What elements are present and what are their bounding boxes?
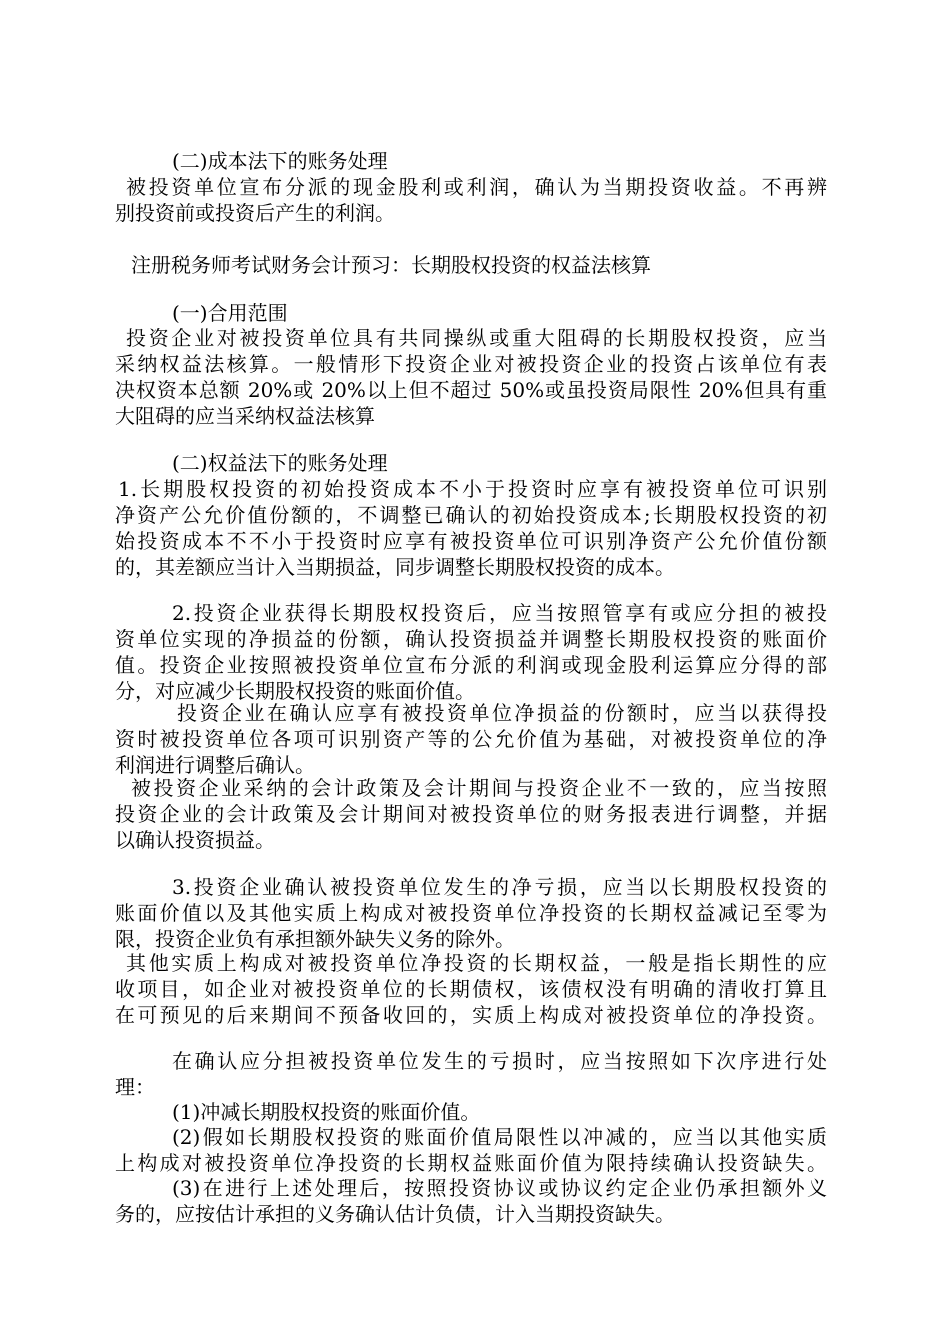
paragraph-line: 务的，应按估计承担的义务确认估计负债，计入当期投资缺失。: [115, 1202, 675, 1226]
paragraph-line: 上构成对被投资单位净投资的长期权益账面价值为限持续确认投资缺失。: [115, 1151, 827, 1175]
paragraph-line: 投资企业的会计政策及会计期间对被投资单位的财务报表进行调整，并据: [115, 802, 827, 826]
paragraph-line: 收项目，如企业对被投资单位的长期债权，该债权没有明确的清收打算且: [115, 977, 827, 1001]
article-title: 注册税务师考试财务会计预习：长期股权投资的权益法核算: [131, 253, 651, 277]
paragraph-line: 被投资企业采纳的会计政策及会计期间与投资企业不一致的，应当按照: [131, 776, 827, 800]
paragraph-line: 在确认应分担被投资单位发生的亏损时，应当按照如下次序进行处: [172, 1049, 827, 1073]
paragraph-line: 以确认投资损益。: [115, 828, 275, 852]
paragraph-line: 资单位实现的净损益的份额，确认投资损益并调整长期股权投资的账面价: [115, 627, 827, 651]
paragraph-line: 在可预见的后来期间不预备收回的，实质上构成对被投资单位的净投资。: [115, 1003, 827, 1027]
paragraph-line: 的，其差额应当计入当期损益，同步调整长期股权投资的成本。: [115, 555, 675, 579]
list-item: (3)在进行上述处理后，按照投资协议或协议约定企业仍承担额外义: [172, 1176, 827, 1200]
list-item: (1)冲减长期股权投资的账面价值。: [172, 1100, 481, 1124]
paragraph-line: 投资企业对被投资单位具有共同操纵或重大阻碍的长期股权投资，应当: [126, 326, 827, 350]
paragraph-line: 利润进行调整后确认。: [115, 753, 315, 777]
section-heading-scope: (一)合用范围: [172, 301, 288, 325]
paragraph-line: 限，投资企业负有承担额外缺失义务的除外。: [115, 927, 515, 951]
paragraph-line: 始投资成本不不小于投资时应享有被投资单位可识别净资产公允价值份额: [115, 529, 827, 553]
paragraph-line: 其他实质上构成对被投资单位净投资的长期权益，一般是指长期性的应: [126, 951, 827, 975]
paragraph-line: 2.投资企业获得长期股权投资后，应当按照管享有或应分担的被投: [172, 601, 827, 625]
paragraph-line: 账面价值以及其他实质上构成对被投资单位净投资的长期权益减记至零为: [115, 901, 827, 925]
section-heading-equity-method: (二)权益法下的账务处理: [172, 451, 388, 475]
paragraph-line: 投资企业在确认应享有被投资单位净损益的份额时，应当以获得投: [177, 701, 827, 725]
paragraph-line: 3.投资企业确认被投资单位发生的净亏损，应当以长期股权投资的: [172, 875, 827, 899]
paragraph-line: 理：: [115, 1075, 155, 1099]
paragraph-line: 别投资前或投资后产生的利润。: [115, 201, 395, 225]
paragraph-line: 大阻碍的应当采纳权益法核算: [115, 404, 375, 428]
list-item: (2)假如长期股权投资的账面价值局限性以冲减的，应当以其他实质: [172, 1125, 827, 1149]
paragraph-line: 分，对应减少长期股权投资的账面价值。: [115, 679, 475, 703]
paragraph-line: 1.长期股权投资的初始投资成本不小于投资时应享有被投资单位可识别: [118, 477, 827, 501]
paragraph-line: 净资产公允价值份额的，不调整已确认的初始投资成本;长期股权投资的初: [115, 503, 827, 527]
section-heading-cost-method: (二)成本法下的账务处理: [172, 149, 388, 173]
paragraph-line: 决权资本总额 20%或 20%以上但不超过 50%或虽投资局限性 20%但具有重: [115, 378, 827, 402]
paragraph-line: 被投资单位宣布分派的现金股利或利润，确认为当期投资收益。不再辨: [126, 175, 827, 199]
paragraph-line: 采纳权益法核算。一般情形下投资企业对被投资企业的投资占该单位有表: [115, 352, 827, 376]
paragraph-line: 值。投资企业按照被投资单位宣布分派的利润或现金股利运算应分得的部: [115, 653, 827, 677]
paragraph-line: 资时被投资单位各项可识别资产等的公允价值为基础，对被投资单位的净: [115, 727, 827, 751]
